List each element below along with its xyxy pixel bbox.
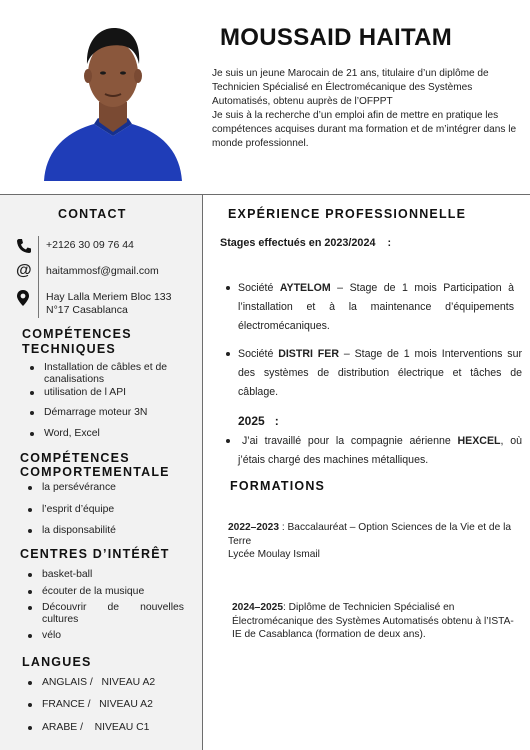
contact-email — [16, 264, 198, 280]
list-item: Démarrage moteur 3N — [26, 407, 147, 419]
email-address[interactable]: haitammosf@gmail.com — [46, 265, 159, 277]
experience-item-hexcel — [238, 432, 522, 470]
contact-phone — [16, 238, 198, 254]
list-item: écouter de la musique — [24, 586, 144, 598]
list-item: la persévérance — [24, 482, 116, 494]
contact-address — [16, 290, 198, 320]
languages-title: LANGUES — [22, 655, 92, 669]
education-years: 2022–2023 — [228, 522, 279, 533]
exp-description: , où j’étais chargé des machines métalliques. — [238, 435, 522, 466]
exp-prefix: Société — [238, 282, 280, 294]
formations-title: FORMATIONS — [230, 479, 326, 493]
list-item: vélo — [24, 630, 61, 642]
language-item — [24, 722, 149, 734]
internship-heading — [220, 237, 391, 249]
experience-title: EXPÉRIENCE PROFESSIONNELLE — [228, 207, 467, 221]
postal-address: Hay Lalla Meriem Bloc 133 N°17 Casablanca — [46, 291, 172, 316]
list-item: la disponsabilité — [24, 525, 116, 537]
education-item-diploma — [232, 601, 522, 642]
column-divider — [202, 194, 203, 750]
list-item: basket-ball — [24, 569, 92, 581]
exp-description: – Stage de 1 mois Interventions sur des systèmes de distribution électrique et tâches de câblage. — [238, 348, 523, 398]
header-divider — [0, 194, 530, 195]
phone-number[interactable]: +2126 30 09 76 44 — [46, 239, 134, 251]
language-name: FRANCE / — [42, 699, 91, 710]
experience-item-aytelom — [238, 279, 514, 336]
education-years: 2024–2025 — [232, 602, 283, 613]
phone-icon — [16, 238, 34, 254]
internship-heading-text: Stages effectués en 2023/2024 — [220, 237, 376, 249]
education-description: : Baccalauréat – Option Sciences de la Vie et de la Terre — [228, 522, 512, 547]
education-item-bac — [228, 521, 522, 562]
at-icon: @ — [16, 262, 32, 279]
internship-heading-colon: : — [387, 237, 392, 249]
language-level: NIVEAU A2 — [101, 677, 156, 688]
list-item: l’esprit d’équipe — [24, 504, 114, 516]
language-item — [24, 699, 153, 711]
list-item: utilisation de l API — [26, 387, 126, 399]
interests-title: CENTRES D’INTÉRÊT — [20, 547, 170, 561]
location-pin-icon — [16, 290, 34, 306]
company-name: AYTELOM — [279, 282, 331, 294]
company-name: HEXCEL — [457, 435, 501, 447]
education-description: : Diplôme de Technicien Spécialisé en Électromécanique des Systèmes Automatisés obtenu à l’ISTA-IE de Casablanca (formation de deux ans). — [232, 602, 514, 640]
list-item: Découvrir de nouvelles cultures — [24, 602, 184, 626]
exp-description: – Stage de 1 mois Participation à l’installation et à la maintenance d’équipements électromécaniques. — [238, 282, 514, 332]
year-label: 2025 — [238, 414, 265, 428]
company-name: DISTRI FER — [278, 348, 339, 360]
tech-skills-title: COMPÉTENCES TECHNIQUES — [22, 327, 132, 356]
list-item: Installation de câbles et de canalisations — [26, 362, 196, 386]
exp-prefix: J’ai travaillé pour la compagnie aérienne — [242, 435, 458, 447]
summary-line-1: Je suis un jeune Marocain de 21 ans, titulaire d’un diplôme de Technicien Spécialisé en Électromécanique des Systèmes Automatisés, obtenu auprès de l’OFPPT — [212, 68, 489, 107]
profile-summary — [212, 67, 522, 151]
list-item: Word, Excel — [26, 428, 100, 440]
summary-line-2: Je suis à la recherche d’un emploi afin de mettre en pratique les compétences acquises durant ma formation et de m’intégrer dans le monde professionnel. — [212, 110, 517, 149]
language-level: NIVEAU A2 — [99, 699, 153, 710]
profile-photo — [44, 18, 182, 181]
language-item — [24, 677, 155, 689]
year-2025-heading — [238, 414, 279, 428]
soft-skills-title: COMPÉTENCES COMPORTEMENTALE — [20, 451, 170, 479]
language-name: ARABE / — [42, 722, 83, 733]
year-colon: : — [274, 414, 279, 428]
contact-title: CONTACT — [58, 207, 127, 221]
exp-prefix: Société — [238, 348, 279, 360]
candidate-name: MOUSSAID HAITAM — [220, 24, 453, 51]
language-name: ANGLAIS / — [42, 677, 93, 688]
experience-item-distrifer — [238, 345, 522, 402]
language-level: NIVEAU C1 — [94, 722, 150, 733]
education-school: Lycée Moulay Ismail — [228, 549, 320, 560]
